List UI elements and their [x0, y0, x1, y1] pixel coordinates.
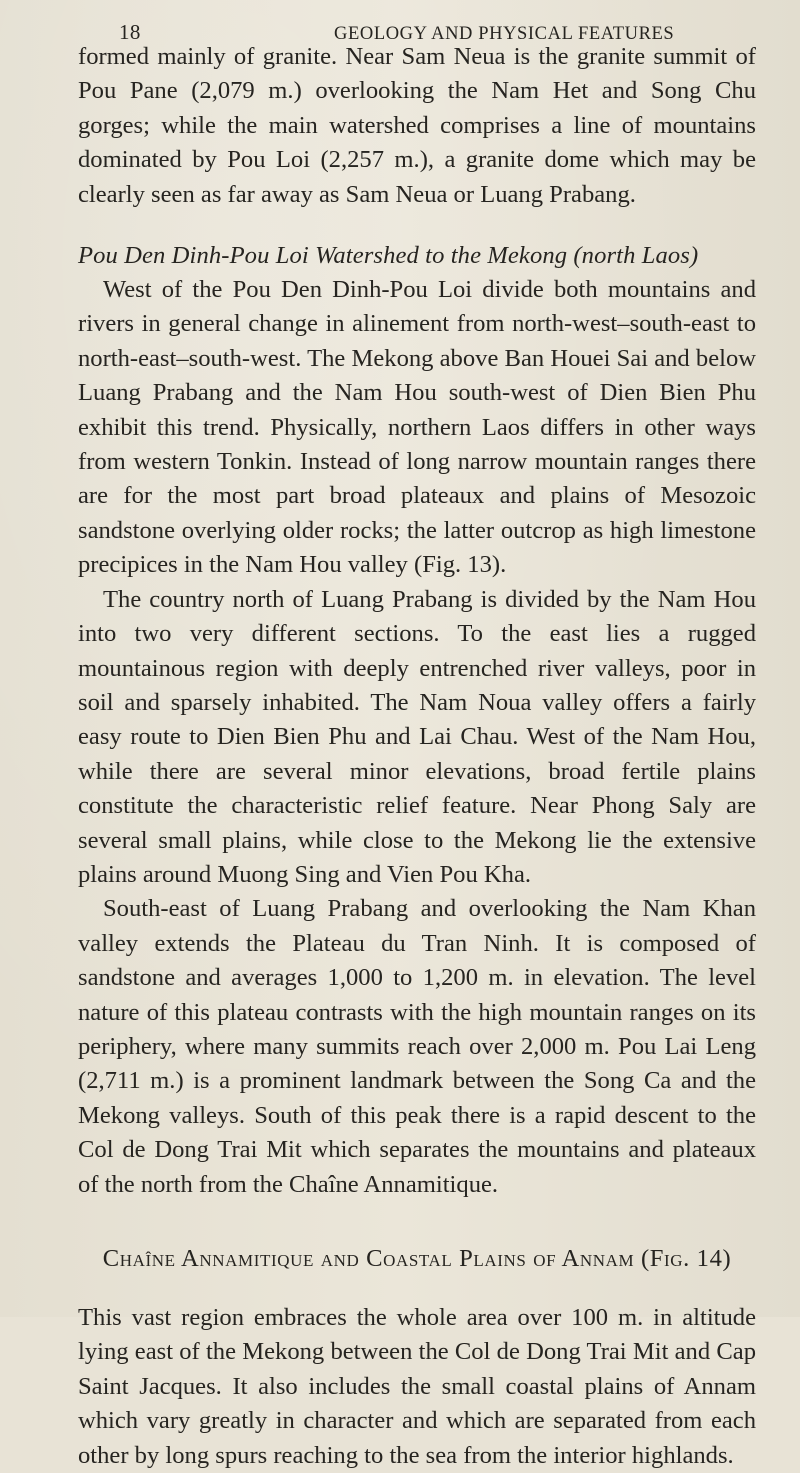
section-heading-watershed: Pou Den Dinh-Pou Loi Watershed to the Mekong (north Laos) [78, 242, 699, 270]
running-title: GEOLOGY AND PHYSICAL FEATURES [334, 24, 675, 44]
watershed-paragraph-1: West of the Pou Den Dinh-Pou Loi divide both mountains and rivers in general change in alinement from north-west–south-east to north-east–south-west. The Mekong above Ban Houei Sai and below Luang Prabang and the Nam Hou south-west of Dien Bien Phu exhibit this trend. Physically, northern Laos differs in other ways from western Tonkin. Instead of long narrow mountain ranges there are for the most part broad plateaux and plains of Mesozoic sandstone overlying older rocks; the latter outcrop as high limestone precipices in the Nam Hou valley (Fig. 13). [78, 276, 756, 579]
running-head [78, 0, 756, 44]
section-heading-annamitique: Chaîne Annamitique and Coastal Plains of Annam (Fig. 14) [102, 1245, 732, 1272]
watershed-paragraph-3: South-east of Luang Prabang and overlooking the Nam Khan valley extends the Plateau du Tran Ninh. It is composed of sandstone and averages 1,000 to 1,200 m. in elevation. The level nature of this plateau contrasts with the high mountain ranges on its periphery, where many summits reach over 2,000 m. Pou Lai Leng (2,711 m.) is a prominent landmark between the Song Ca and the Mekong valleys. South of this peak there is a rapid descent to the Col de Dong Trai Mit which separates the mountains and plateaux of the north from the Chaîne Annamitique. [78, 895, 756, 1198]
annamitique-paragraph: This vast region embraces the whole area over 100 m. in altitude lying east of the Mekong between the Col de Dong Trai Mit and Cap Saint Jacques. It also includes the small coastal plains of Annam which vary greatly in character and which are separated from each other by long spurs reaching to the sea from the interior highlands. [78, 1304, 756, 1469]
page-number: 18 [119, 20, 141, 44]
body-text [78, 40, 756, 1473]
watershed-paragraph-2: The country north of Luang Prabang is divided by the Nam Hou into two very different sections. To the east lies a rugged mountainous region with deeply entrenched river valleys, poor in soil and sparsely inhabited. The Nam Noua valley offers a fairly easy route to Dien Bien Phu and Lai Chau. West of the Nam Hou, while there are several minor elevations, broad fertile plains constitute the characteristic relief feature. Near Phong Saly are several small plains, while close to the Mekong lie the extensive plains around Muong Sing and Vien Pou Kha. [78, 585, 756, 888]
intro-paragraph: formed mainly of granite. Near Sam Neua is the granite summit of Pou Pane (2,079 m.) overlooking the Nam Het and Song Chu gorges; while the main watershed comprises a line of mountains dominated by Pou Loi (2,257 m.), a granite dome which may be clearly seen as far away as Sam Neua or Luang Prabang. [78, 43, 756, 208]
